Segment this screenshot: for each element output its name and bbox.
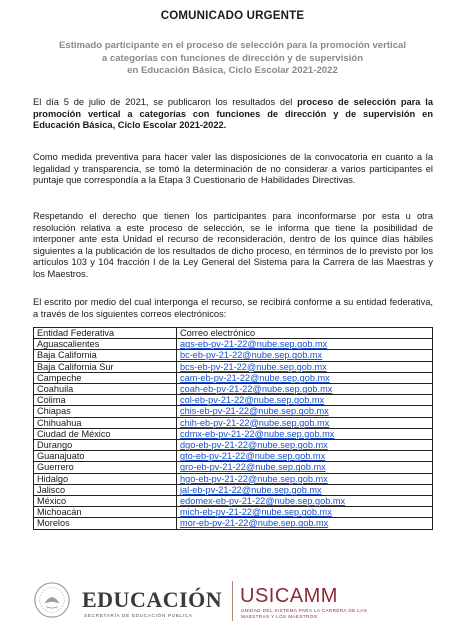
email-link[interactable]: cdmx-eb-pv-21-22@nube.sep.gob.mx xyxy=(177,428,433,439)
state-cell: Campeche xyxy=(34,372,177,383)
email-link[interactable]: dgo-eb-pv-21-22@nube.sep.gob.mx xyxy=(177,440,433,451)
email-link[interactable]: mor-eb-pv-21-22@nube.sep.gob.mx xyxy=(177,518,433,529)
education-logo: EDUCACIÓN xyxy=(82,587,223,612)
paragraph-results-lead: El día 5 de julio de 2021, se publicaron los resultados del xyxy=(33,97,298,107)
paragraph-preventive-measure: Como medida preventiva para hacer valer las disposiciones de la convocatoria en cuanto a la legalidad y transparencia, se tomó la determinación de no considerar a varios participantes el puntaje que correspondía a la Etapa 3 Cuestionario de Habilidades Directivas. xyxy=(33,152,433,186)
table-row xyxy=(34,473,433,484)
email-link[interactable]: gro-eb-pv-21-22@nube.sep.gob.mx xyxy=(177,462,433,473)
table-row xyxy=(34,384,433,395)
email-link[interactable]: gto-eb-pv-21-22@nube.sep.gob.mx xyxy=(177,451,433,462)
state-cell: Michoacán xyxy=(34,507,177,518)
national-seal-icon xyxy=(33,581,71,619)
paragraph-results xyxy=(33,97,433,132)
email-link[interactable]: edomex-eb-pv-21-22@nube.sep.gob.mx xyxy=(177,496,433,507)
column-header-state: Entidad Federativa xyxy=(34,328,177,339)
table-row xyxy=(34,372,433,383)
paragraph-results-process: proceso de selección para la promoción vertical a categorías con funciones de dirección y de supervisión en Educación Básica, Ciclo Escolar 2021-2022. xyxy=(33,97,433,131)
table-row xyxy=(34,440,433,451)
state-cell: Baja California Sur xyxy=(34,361,177,372)
email-link[interactable]: col-eb-pv-21-22@nube.sep.gob.mx xyxy=(177,395,433,406)
email-link[interactable]: chih-eb-pv-21-22@nube.sep.gob.mx xyxy=(177,417,433,428)
document-subtitle xyxy=(20,40,445,78)
subtitle-line: en Educación Básica, Ciclo Escolar 2021-2022 xyxy=(127,65,338,76)
email-table-body xyxy=(34,339,433,529)
table-header-row xyxy=(34,328,433,339)
email-link[interactable]: coah-eb-pv-21-22@nube.sep.gob.mx xyxy=(177,384,433,395)
email-link[interactable]: jal-eb-pv-21-22@nube.sep.gob.mx xyxy=(177,484,433,495)
state-cell: Ciudad de México xyxy=(34,428,177,439)
table-row xyxy=(34,428,433,439)
education-logo-subtitle: SECRETARÍA DE EDUCACIÓN PÚBLICA xyxy=(84,614,193,619)
subtitle-line: Estimado participante en el proceso de selección para la promoción vertical xyxy=(58,40,407,51)
state-cell: Aguascalientes xyxy=(34,339,177,350)
document-title: COMUNICADO URGENTE xyxy=(160,10,305,22)
table-row xyxy=(34,339,433,350)
table-row xyxy=(34,361,433,372)
email-table xyxy=(33,327,433,530)
paragraph-reconsideration: Respetando el derecho que tienen los participantes para inconformarse por esta u otra resolución relativa a este proceso de selección, se le informa que tiene la posibilidad de interponer ante esta Unidad el recurso de reconsideración, dentro de los quince días hábiles siguientes a la publicación de los resultados de dicho proceso, en términos de lo previsto por los artículos 103 y 104 fracción I de la Ley General del Sistema para la Carrera de las Maestras y los Maestros. xyxy=(33,211,433,279)
email-link[interactable]: bc-eb-pv-21-22@nube.sep.gob.mx xyxy=(177,350,433,361)
state-cell: México xyxy=(34,496,177,507)
table-row xyxy=(34,462,433,473)
state-cell: Colima xyxy=(34,395,177,406)
state-cell: Guerrero xyxy=(34,462,177,473)
email-link[interactable]: mich-eb-pv-21-22@nube.sep.gob.mx xyxy=(177,507,433,518)
state-cell: Jalisco xyxy=(34,484,177,495)
table-row xyxy=(34,496,433,507)
table-row xyxy=(34,395,433,406)
logo-divider xyxy=(232,581,233,621)
state-cell: Durango xyxy=(34,440,177,451)
state-cell: Chihuahua xyxy=(34,417,177,428)
paragraph-email-intro: El escrito por medio del cual interponga el recurso, se recibirá conforme a su entidad federativa, a través de los siguientes correos electrónicos: xyxy=(33,297,433,319)
state-cell: Hidalgo xyxy=(34,473,177,484)
table-row xyxy=(34,417,433,428)
state-cell: Chiapas xyxy=(34,406,177,417)
table-row xyxy=(34,518,433,529)
table-row xyxy=(34,350,433,361)
usicamm-logo: USICAMM xyxy=(240,585,338,607)
email-link[interactable]: bcs-eb-pv-21-22@nube.sep.gob.mx xyxy=(177,361,433,372)
table-row xyxy=(34,406,433,417)
email-link[interactable]: cam-eb-pv-21-22@nube.sep.gob.mx xyxy=(177,372,433,383)
state-cell: Coahuila xyxy=(34,384,177,395)
subtitle-line: a categorías con funciones de dirección y de supervisión xyxy=(101,52,364,64)
table-row xyxy=(34,507,433,518)
email-link[interactable]: ags-eb-pv-21-22@nube.sep.gob.mx xyxy=(177,339,433,350)
state-cell: Guanajuato xyxy=(34,451,177,462)
email-link[interactable]: chis-eb-pv-21-22@nube.sep.gob.mx xyxy=(177,406,433,417)
column-header-email: Correo electrónico xyxy=(177,328,433,339)
table-row xyxy=(34,484,433,495)
email-link[interactable]: hgo-eb-pv-21-22@nube.sep.gob.mx xyxy=(177,473,433,484)
footer-logos xyxy=(0,575,465,635)
table-row xyxy=(34,451,433,462)
usicamm-logo-subtitle: UNIDAD DEL SISTEMA PARA LA CARRERA DE LAS MAESTRAS Y LOS MAESTROS xyxy=(241,608,368,619)
state-cell: Morelos xyxy=(34,518,177,529)
state-cell: Baja California xyxy=(34,350,177,361)
